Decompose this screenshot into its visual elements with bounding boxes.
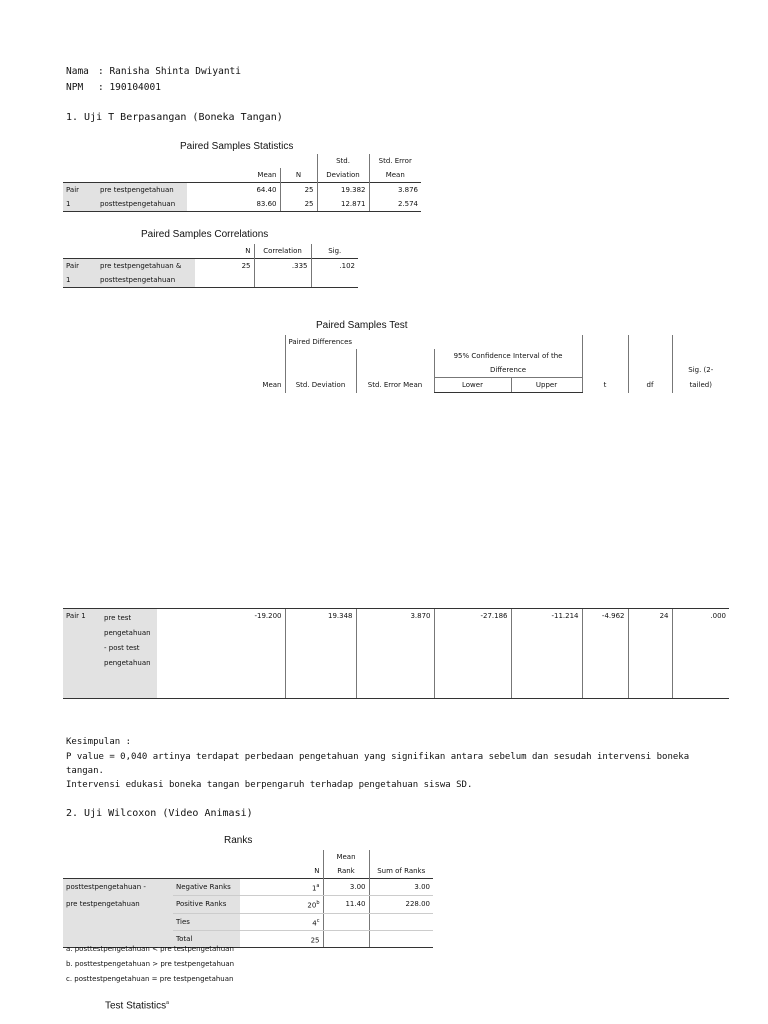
paired-test-header: [63, 335, 729, 393]
col-sd-h2: Deviation: [317, 168, 369, 183]
rank-type: Positive Ranks: [173, 896, 240, 913]
paired-stats-table: [63, 154, 421, 212]
ranks-row-label: posttestpengetahuan -: [63, 879, 173, 896]
rank-type: Ties: [173, 913, 240, 930]
npm-label: NPM: [66, 82, 84, 93]
col-n-header: N: [280, 168, 317, 183]
footnote-marker: a: [316, 883, 320, 889]
row-label-cont: posttestpengetahuan: [97, 273, 195, 288]
cell-sum-ranks: [369, 913, 433, 930]
col-sum-ranks-header: Sum of Ranks: [369, 864, 433, 879]
ranks-title: Ranks: [224, 835, 253, 846]
cell-se: 3.876: [369, 183, 421, 198]
cell-mean-rank: 3.00: [323, 879, 369, 896]
table-row: [63, 609, 729, 699]
test-stats-title: [105, 1000, 169, 1011]
paired-diff-group: Paired Differences: [285, 335, 582, 349]
cell-t: -4.962: [582, 609, 628, 699]
paired-test-body: [63, 608, 729, 699]
paired-corr-table-body: [63, 244, 358, 288]
cell-sd: 19.348: [285, 609, 356, 699]
col-se-h2: Mean: [369, 168, 421, 183]
cell-mean: 83.60: [187, 197, 280, 212]
row-label: pre testpengetahuan: [97, 183, 187, 198]
ranks-row-label-cont: pre testpengetahuan: [63, 896, 173, 913]
rank-type: Negative Ranks: [173, 879, 240, 896]
cell-n: 4: [312, 918, 317, 927]
col-sig-h1: Sig. (2-: [672, 363, 729, 378]
table-row: [63, 913, 433, 930]
cell-n: 25: [310, 936, 320, 945]
row-label: posttestpengetahuan: [97, 197, 187, 212]
table-row: [63, 879, 433, 896]
cell-sig: .102: [311, 259, 358, 274]
cell-mean: 64.40: [187, 183, 280, 198]
footnote-marker: a: [166, 1000, 169, 1006]
cell-n: 25: [280, 197, 317, 212]
cell-n: 1: [311, 884, 317, 893]
cell-lower: -27.186: [434, 609, 511, 699]
col-mean-header: Mean: [257, 171, 277, 179]
col-upper-header: Upper: [511, 378, 582, 393]
col-sig-h2: tailed): [672, 378, 729, 393]
footnote-a: a. posttestpengetahuan < pre testpengetahuan: [66, 945, 234, 953]
col-t-header: t: [582, 378, 628, 393]
pair-number: 1: [63, 197, 97, 212]
pair-number: 1: [63, 273, 97, 288]
footnote-c: c. posttestpengetahuan = pre testpengetahuan: [66, 975, 234, 983]
rank-type: Total: [173, 930, 240, 947]
cell-se: 3.870: [356, 609, 434, 699]
conclusion-line-1: P value = 0,040 artinya terdapat perbedaan pengetahuan yang signifikan antara sebelum dan sesudah intervensi boneka: [66, 752, 690, 762]
col-n-header: N: [314, 867, 320, 875]
cell-mean-rank: [323, 913, 369, 930]
footnote-b: b. posttestpengetahuan > pre testpengetahuan: [66, 960, 235, 968]
cell-df: 24: [628, 609, 672, 699]
footnote-marker: b: [316, 900, 320, 907]
col-sig-header: Sig.: [311, 244, 358, 259]
ci-header-1: 95% Confidence Interval of the: [434, 349, 582, 363]
col-mean-header: Mean: [262, 381, 282, 389]
paired-stats-title: Paired Samples Statistics: [180, 141, 294, 152]
col-sd-header: Std. Deviation: [285, 378, 356, 393]
col-lower-header: Lower: [434, 378, 511, 393]
table-row: [63, 896, 433, 913]
conclusion-line-2: tangan.: [66, 766, 104, 776]
cell-mean-rank: 11.40: [323, 896, 369, 913]
col-mean-rank-h1: Mean: [323, 850, 369, 864]
pair-label: Pair: [63, 259, 97, 274]
footnote-marker: c: [316, 917, 320, 924]
cell-sum-ranks: 228.00: [369, 896, 433, 913]
conclusion-title: Kesimpulan :: [66, 737, 132, 747]
col-sd-h1: Std.: [317, 154, 369, 168]
row-label: pre testpengetahuan &: [97, 259, 195, 274]
cell-n: 20: [307, 901, 317, 910]
table-row: [63, 183, 421, 198]
table-row: [63, 197, 421, 212]
row-label: pre test pengetahuan - post test pengetahuan: [101, 609, 157, 699]
cell-n: 25: [280, 183, 317, 198]
ranks-table: [63, 850, 433, 948]
paired-corr-title: Paired Samples Correlations: [141, 229, 269, 240]
cell-se: 2.574: [369, 197, 421, 212]
pair-label: Pair: [63, 183, 97, 198]
ci-header-2: Difference: [434, 363, 582, 378]
conclusion-line-3: Intervensi edukasi boneka tangan berpengaruh terhadap pengetahuan siswa SD.: [66, 780, 473, 790]
col-n-header: N: [245, 247, 251, 255]
cell-sum-ranks: [369, 930, 433, 947]
cell-sd: 12.871: [317, 197, 369, 212]
npm-value: : 190104001: [98, 82, 161, 93]
section-1-heading: 1. Uji T Berpasangan (Boneka Tangan): [66, 112, 283, 123]
cell-upper: -11.214: [511, 609, 582, 699]
col-mean-rank-h2: Rank: [323, 864, 369, 879]
cell-mean-rank: [323, 930, 369, 947]
table-row: [63, 259, 358, 274]
cell-sig: .000: [672, 609, 729, 699]
col-corr-header: Correlation: [254, 244, 311, 259]
name-label: Nama: [66, 66, 89, 77]
col-se-header: Std. Error Mean: [356, 378, 434, 393]
col-df-header: df: [628, 378, 672, 393]
section-2-heading: 2. Uji Wilcoxon (Video Animasi): [66, 808, 253, 819]
cell-mean: -19.200: [157, 609, 285, 699]
pair-label: Pair 1: [63, 609, 101, 699]
cell-corr: .335: [254, 259, 311, 274]
cell-sum-ranks: 3.00: [369, 879, 433, 896]
cell-sd: 19.382: [317, 183, 369, 198]
col-se-h1: Std. Error: [369, 154, 421, 168]
test-stats-title-text: Test Statistics: [105, 1000, 167, 1012]
name-value: : Ranisha Shinta Dwiyanti: [98, 66, 241, 77]
cell-n: 25: [195, 259, 254, 274]
paired-test-title: Paired Samples Test: [316, 320, 408, 331]
